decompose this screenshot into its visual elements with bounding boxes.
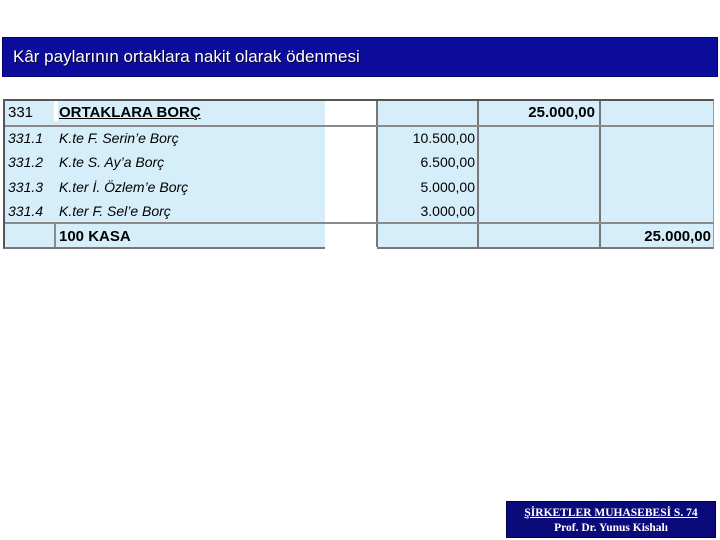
column-gap <box>325 101 377 249</box>
sub-account-amount: 5.000,00 <box>420 179 475 195</box>
debit-account-name: ORTAKLARA BORÇ <box>59 104 201 121</box>
sub-account-name: K.te F. Serin’e Borç <box>59 130 179 146</box>
code-separator <box>54 101 58 121</box>
sub-account-code: 331.4 <box>8 203 44 219</box>
footer-course-page: ŞİRKETLER MUHASEBESİ S. 74 <box>524 507 698 519</box>
slide-title-bar <box>2 37 718 77</box>
debit-total-amount: 25.000,00 <box>528 104 595 121</box>
sub-account-name: K.ter F. Sel’e Borç <box>59 203 171 219</box>
slide-title: Kâr paylarının ortaklara nakit olarak ödenmesi <box>13 47 360 66</box>
grid-hline <box>5 222 714 224</box>
sub-account-name: K.te S. Ay’a Borç <box>59 154 165 170</box>
journal-entry-table <box>3 99 714 249</box>
sub-account-code: 331.3 <box>8 179 44 195</box>
sub-account-amount: 10.500,00 <box>412 130 475 146</box>
sub-account-amount: 6.500,00 <box>420 154 475 170</box>
grid-vline <box>54 222 56 247</box>
credit-account-name: 100 KASA <box>59 228 131 245</box>
sub-account-amount: 3.000,00 <box>420 203 475 219</box>
sub-account-code: 331.2 <box>8 154 44 170</box>
sub-account-code: 331.1 <box>8 130 44 146</box>
footer-credit <box>506 501 716 538</box>
grid-vline <box>477 101 479 247</box>
grid-vline <box>599 101 601 247</box>
sub-account-name: K.ter İ. Özlem’e Borç <box>59 179 189 195</box>
credit-amount: 25.000,00 <box>644 228 711 245</box>
grid-vline <box>376 101 378 247</box>
debit-account-code: 331 <box>8 104 34 121</box>
grid-hline <box>5 125 714 127</box>
footer-author: Prof. Dr. Yunus Kishalı <box>554 522 668 534</box>
